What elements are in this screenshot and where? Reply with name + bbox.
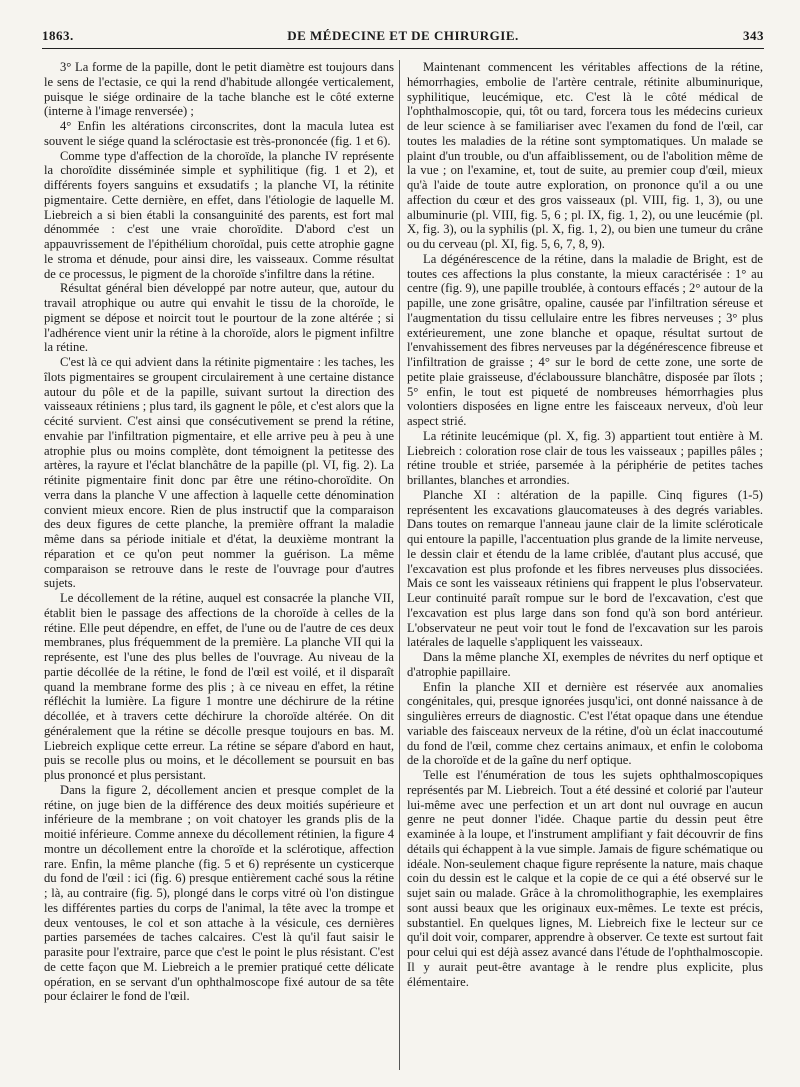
header-journal-title: DE MÉDECINE ET DE CHIRURGIE.: [287, 28, 519, 43]
paragraph: 3° La forme de la papille, dont le petit diamètre est toujours dans le sens de l'ectasie, ce qui la rend d'habitude allongée verticalement, puisque le siége ordinaire de la tache blanche est le côté externe (interne à l'image renversée) ;: [44, 60, 394, 119]
paragraph: Le décollement de la rétine, auquel est consacrée la planche VII, établit bien le passage des affections de la choroïde à celles de la rétine. Elle peut dépendre, en effet, de l'une ou de l'autre de ces deux membranes, plus fréquemment de la première. La planche VII qui la représente, est l'une des plus belles de l'ouvrage. Au niveau de la partie décollée de la rétine, le fond de l'œil est voilé, et il disparaît quand la membrane forme des plis ; à ce niveau en effet, la rétine réfléchit la lumière. La figure 1 montre une déchirure de la rétine décollée, et à travers cette déchirure la choroïde altérée. On dit généralement que la rétine se décolle presque toujours en bas. M. Liebreich explique cette erreur. La rétine se sépare d'abord en haut, puis se recolle plus ou moins, et le décollement se poursuit en bas plus prononcé et plus persistant.: [44, 591, 394, 782]
header-year: 1863.: [42, 28, 74, 43]
column-divider: [399, 60, 400, 1070]
paragraph: Planche XI : altération de la papille. Cinq figures (1-5) représentent les excavations glaucomateuses à des degrés variables. Dans toutes on remarque l'anneau jaune clair de la limite scléroticale qui entoure la papille, l'accentuation plus grande de la limite nerveuse, le dessin clair et étendu de la lame criblée, d'autant plus accusé, que l'excavation est plus profonde et les fibres nerveuses plus dissociées. Mais ce sont les vaisseaux rétiniens qui frappent le plus l'observateur. Leur continuité paraît rompue sur le bord de l'excavation, c'est que l'excavation est plus large dans son fond qu'à son bord antérieur. L'observateur ne peut voir tout le fond de l'excavation sur les parois latérales de laquelle s'appliquent les vaisseaux.: [407, 487, 763, 650]
paragraph: C'est là ce qui advient dans la rétinite pigmentaire : les taches, les îlots pigmentaires se groupent circulairement à une certaine distance autour du pôle et de la papille, suivant surtout la direction des vaisseaux rétiniens ; plus tard, ils gagnent le pôle, et c'est alors que la cécité survient. C'est ainsi que consécutivement se prend la rétine, envahie par l'infiltration pigmentaire, et elle arrive peu à peu à une atrophie plus ou moins complète, dont témoignent la petitesse des artères, la rayure et l'éclat blanchâtre de la papille (pl. VI, fig. 2). La rétinite pigmentaire finit donc par être une rétino-choroïdite. On verra dans la planche V une affection à laquelle cette dénomination convient mieux encore. Rien de plus instructif que la comparaison des deux figures de cette planche, la première offrant la maladie même dans sa période initiale et d'état, la deuxième montrant la réparation et ce qu'on peut nommer la guérison. La même comparaison se retrouve dans le reste de l'ouvrage pour d'autres sujets.: [44, 355, 394, 591]
paragraph: Comme type d'affection de la choroïde, la planche IV représente la choroïdite disséminée simple et syphilitique (fig. 1 et 2), et différents foyers sanguins et exsudatifs ; la planche VI, la rétinite pigmentaire. Cette dernière, en effet, dans l'étiologie de laquelle M. Liebreich a si bien établi la consanguinité des parents, est fort mal dénommée : c'est une vraie choroïdite. D'abord c'est un appauvrissement de l'épithélium choroïdal, puis cette atrophie gagne le stroma et dénude, pour ainsi dire, les vaisseaux. Comme résultat de ce processus, le pigment de la choroïde s'infiltre dans la rétine.: [44, 148, 394, 281]
running-header: [42, 22, 764, 49]
paragraph: Enfin la planche XII et dernière est réservée aux anomalies congénitales, qui, presque ignorées jusqu'ici, ont donné naissance à de singulières erreurs de diagnostic. C'est l'état opaque dans une étendue variable des faisceaux nerveux de la rétine, d'où un éclat inaccoutumé du fond de l'œil, comme chez certains animaux, et enfin le coloboma de la choroïde et de la gaîne du nerf optique.: [407, 679, 763, 768]
paragraph: Telle est l'énumération de tous les sujets ophthalmoscopiques représentés par M. Liebreich. Tout a été dessiné et colorié par l'auteur lui-même avec une perfection et un art dont nul ouvrage en aucun genre ne peut donner l'idée. Chaque partie du dessin peut être examinée à la loupe, et l'instrument amplifiant y fait découvrir de fins détails qui échappent à la vue simple. Jamais de figure schématique ou idéale. Non-seulement chaque figure représente la nature, mais chaque coin du dessin est le calque et la copie de ce qui a été observé sur le sujet sain ou malade. Grâce à la chromolithographie, les exemplaires sont aussi beaux que les originaux eux-mêmes. Le texte est précis, substantiel. En quelques lignes, M. Liebreich fixe le lecteur sur ce qu'il doit voir, comparer, apprendre à observer. Ce texte est surtout fait pour celui qui est déjà assez avancé dans l'étude de l'ophthalmoscopie. Il y aurait peut-être avantage à le rendre plus explicite, plus élémentaire.: [407, 768, 763, 989]
paragraph: 4° Enfin les altérations circonscrites, dont la macula lutea est souvent le siége quand la scléroctasie est très-prononcée (fig. 1 et 6).: [44, 119, 394, 148]
paragraph: Résultat général bien développé par notre auteur, que, autour du travail atrophique ou autre qui envahit le tissu de la choroïde, le pigment se dépose et noircit tout le pourtour de la zone altérée ; si l'adhérence vient unir la rétine à la choroïde, alors le pigment infiltre la rétine.: [44, 281, 394, 355]
paragraph: Dans la même planche XI, exemples de névrites du nerf optique et d'atrophie papillaire.: [407, 650, 763, 679]
right-column: [407, 60, 763, 1072]
header-page-number: 343: [743, 28, 764, 43]
paragraph: La rétinite leucémique (pl. X, fig. 3) appartient tout entière à M. Liebreich : coloration rose clair de tous les vaisseaux ; papilles pâles ; rétine trouble et striée, parsemée à la périphérie de petites taches brillantes, blanches et arrondies.: [407, 428, 763, 487]
paragraph: La dégénérescence de la rétine, dans la maladie de Bright, est de toutes ces affections la plus constante, la mieux caractérisée : 1° au centre (fig. 9), une papille troublée, à contours effacés ; 2° autour de la papille, une zone grisâtre, opaline, causée par l'infiltration séreuse et l'augmentation du tissu cellulaire entre les fibres nerveuses ; 3° plus extérieurement, une zone blanche et opaque, résultat surtout de l'envahissement des fibres nerveuses par la dégénérescence fibreuse et l'infiltration de graisse ; 4° sur le bord de cette zone, une sorte de petite plaie graisseuse, d'éclaboussure blanchâtre, disposée par îlots ; 5° enfin, le tout est piqueté de nombreuses hémorrhagies plus volontiers disposées en ligne entre les faisceaux nerveux, d'où leur aspect strié.: [407, 251, 763, 428]
paragraph: Dans la figure 2, décollement ancien et presque complet de la rétine, on juge bien de la différence des deux moitiés supérieure et inférieure de la membrane ; on voit chatoyer les grands plis de la moitié inférieure. Comme annexe du décollement rétinien, la figure 4 montre un décollement entre la choroïde et la sclérotique, affection rare. Enfin, la même planche (fig. 5 et 6) représente un cysticerque du fond de l'œil : ici (fig. 6) presque entièrement caché sous la rétine ; là, au contraire (fig. 5), plongé dans le corps vitré où l'on distingue les différentes parties du corps de l'animal, la tête avec la trompe et deux ventouses, le col et son attache à la vésicule, ces dernières parties parsemées de taches calcaires. C'est là qu'il faut saisir le parasite pour l'extraire, parce que c'est le point le plus résistant. C'est de cette façon que M. Liebreich a le premier pratiqué cette délicate opération, en se servant d'un ophthalmoscope fixé autour de sa tête pour éclairer le fond de l'œil.: [44, 782, 394, 1004]
paragraph: Maintenant commencent les véritables affections de la rétine, hémorrhagies, embolie de l'artère centrale, rétinite albuminurique, syphilitique, leucémique, etc. C'est là le côté médical de l'ophthalmoscopie, qui, tôt ou tard, forcera tous les médecins curieux de leur science à se familiariser avec l'examen du fond de l'œil, car toutes les maladies de la rétine sont symptomatiques. Un malade se plaint d'un trouble, ou d'un affaiblissement, ou de l'abolition même de la vue ; on l'examine, et, tout de suite, au premier coup d'œil, mieux qu'à l'aide de toute autre exploration, on prononce qu'il a ou une affection du cœur et des gros vaisseaux (pl. VIII, fig. 1, 3), ou une albuminurie (pl. VIII, fig. 5, 6 ; pl. IX, fig. 1, 2), ou une leucémie (pl. X, fig. 3), ou la syphilis (pl. X, fig. 1, 2), ou bien une tumeur du crâne ou du cerveau (pl. XI, fig. 5, 6, 7, 8, 9).: [407, 60, 763, 251]
left-column: [44, 60, 394, 1072]
